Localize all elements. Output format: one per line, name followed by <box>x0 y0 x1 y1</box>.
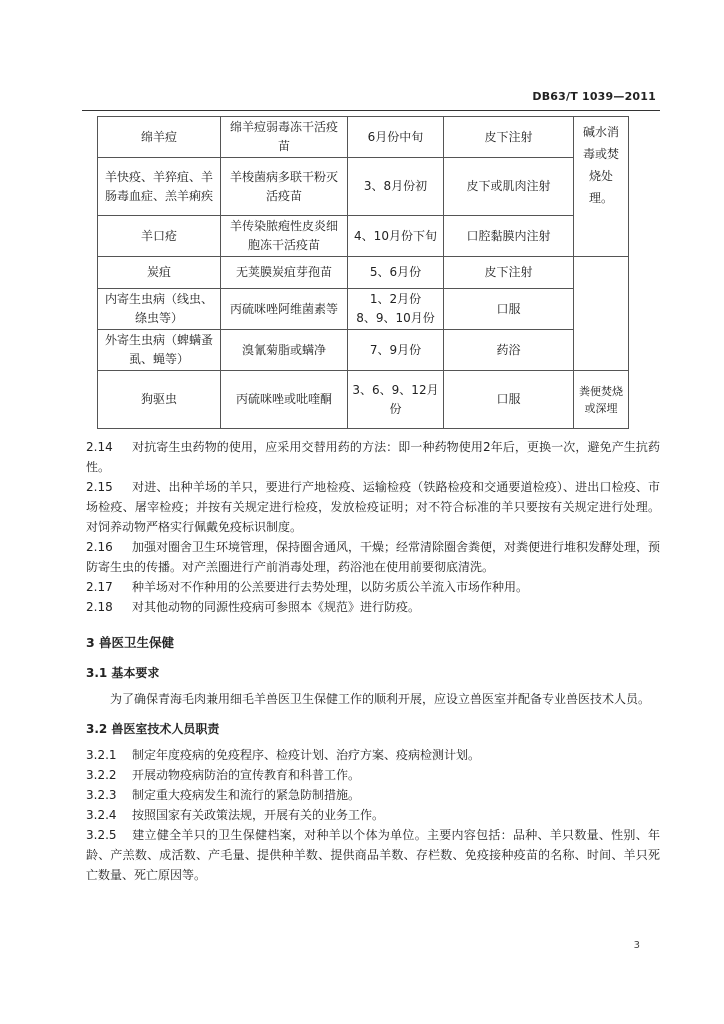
vaccine-cell: 丙硫咪唑阿维菌素等 <box>221 289 348 330</box>
table-row <box>98 330 629 371</box>
paragraph-3-2-1 <box>86 745 660 765</box>
table-row <box>98 257 629 289</box>
vaccine-cell: 羊梭菌病多联干粉灭活疫苗 <box>221 158 348 216</box>
clause-text: 对进、出种羊场的羊只，要进行产地检疫、运输检疫（铁路检疫和交通要道检疫）、进出口检疫、市场检疫、屠宰检疫；并按有关规定进行检疫，发放检疫证明；对不符合标准的羊只要按有关规定进行处理。对饲养动物严格实行佩戴免疫标识制度。 <box>86 480 660 534</box>
standard-code: DB63/T 1039—2011 <box>532 90 656 103</box>
paragraph-2-14 <box>86 437 660 477</box>
clause-text: 制定重大疫病发生和流行的紧急防制措施。 <box>132 788 361 802</box>
time-cell: 6月份中旬 <box>348 117 444 158</box>
method-cell: 口腔黏膜内注射 <box>444 216 574 257</box>
method-cell: 口服 <box>444 371 574 429</box>
body-text <box>86 437 660 885</box>
clause-text: 对其他动物的同源性疫病可参照本《规范》进行防疫。 <box>132 600 421 614</box>
vaccine-cell: 无荚膜炭疽芽孢苗 <box>221 257 348 289</box>
clause-text: 开展动物疫病防治的宣传教育和科普工作。 <box>132 768 361 782</box>
note-cell: 碱水消毒或焚烧处理。 <box>574 117 629 257</box>
method-cell: 皮下注射 <box>444 117 574 158</box>
table-row <box>98 289 629 330</box>
section-3-1-heading: 3.1 基本要求 <box>86 666 160 680</box>
paragraph-2-16 <box>86 537 660 577</box>
clause-number: 2.16 <box>86 540 113 554</box>
table-row <box>98 371 629 429</box>
section-3-heading: 3 兽医卫生保健 <box>86 635 175 650</box>
time-cell: 5、6月份 <box>348 257 444 289</box>
time-cell: 3、6、9、12月份 <box>348 371 444 429</box>
time-cell: 1、2月份 8、9、10月份 <box>348 289 444 330</box>
paragraph-2-17 <box>86 577 660 597</box>
clause-number: 3.2.2 <box>86 768 117 782</box>
note-cell: 粪便焚烧或深埋 <box>574 371 629 429</box>
method-cell: 皮下或肌肉注射 <box>444 158 574 216</box>
vaccine-cell: 绵羊痘弱毒冻干活疫苗 <box>221 117 348 158</box>
blank-note-cell <box>574 257 629 371</box>
clause-number: 3.2.1 <box>86 748 117 762</box>
disease-cell: 羊快疫、羊猝疽、羊肠毒血症、羔羊痢疾 <box>98 158 221 216</box>
section-3-2-heading: 3.2 兽医室技术人员职责 <box>86 722 220 736</box>
page-number: 3 <box>633 940 640 951</box>
header-rule <box>82 110 660 111</box>
clause-number: 2.17 <box>86 580 113 594</box>
time-cell: 4、10月份下旬 <box>348 216 444 257</box>
paragraph-3-2-3 <box>86 785 660 805</box>
paragraph-3-2-2 <box>86 765 660 785</box>
clause-number: 2.15 <box>86 480 113 494</box>
table-row <box>98 216 629 257</box>
table-row <box>98 117 629 158</box>
disease-cell: 绵羊痘 <box>98 117 221 158</box>
clause-text: 种羊场对不作种用的公羔要进行去势处理，以防劣质公羊流入市场作种用。 <box>132 580 529 594</box>
disease-cell: 外寄生虫病（蜱螨蚤虱、蝇等） <box>98 330 221 371</box>
method-cell: 药浴 <box>444 330 574 371</box>
table-row <box>98 158 629 216</box>
clause-number: 3.2.5 <box>86 828 117 842</box>
vaccine-cell: 溴氰菊脂或螨净 <box>221 330 348 371</box>
method-cell: 口服 <box>444 289 574 330</box>
paragraph-3-2-5 <box>86 825 660 885</box>
method-cell: 皮下注射 <box>444 257 574 289</box>
clause-text: 按照国家有关政策法规，开展有关的业务工作。 <box>132 808 385 822</box>
paragraph-3-2-4 <box>86 805 660 825</box>
clause-number: 3.2.3 <box>86 788 117 802</box>
paragraph-2-18 <box>86 597 660 617</box>
vaccine-cell: 丙硫咪唑或吡喹酮 <box>221 371 348 429</box>
clause-text: 建立健全羊只的卫生保健档案，对种羊以个体为单位。主要内容包括：品种、羊只数量、性别、年龄、产羔数、成活数、产毛量、提供种羊数、提供商品羊数、存栏数、免疫接种疫苗的名称、时间、羊只死亡数量、死亡原因等。 <box>86 828 660 882</box>
vaccine-cell: 羊传染脓疱性皮炎细胞冻干活疫苗 <box>221 216 348 257</box>
clause-text: 对抗寄生虫药物的使用，应采用交替用药的方法：即一种药物使用2年后，更换一次，避免产生抗药性。 <box>86 440 660 474</box>
disease-cell: 羊口疮 <box>98 216 221 257</box>
clause-number: 3.2.4 <box>86 808 117 822</box>
clause-text: 制定年度疫病的免疫程序、检疫计划、治疗方案、疫病检测计划。 <box>132 748 481 762</box>
time-cell: 3、8月份初 <box>348 158 444 216</box>
vaccination-table <box>97 116 629 429</box>
clause-number: 2.14 <box>86 440 113 454</box>
time-cell: 7、9月份 <box>348 330 444 371</box>
clause-text: 加强对圈舍卫生环境管理，保持圈舍通风，干燥；经常清除圈舍粪便，对粪便进行堆积发酵处理，预防寄生虫的传播。对产羔圈进行产前消毒处理，药浴池在使用前要彻底清洗。 <box>86 540 661 574</box>
section-3-1-text: 为了确保青海毛肉兼用细毛羊兽医卫生保健工作的顺利开展，应设立兽医室并配备专业兽医技术人员。 <box>110 692 651 706</box>
disease-cell: 狗驱虫 <box>98 371 221 429</box>
paragraph-2-15 <box>86 477 660 537</box>
disease-cell: 炭疽 <box>98 257 221 289</box>
clause-number: 2.18 <box>86 600 113 614</box>
disease-cell: 内寄生虫病（线虫、绦虫等） <box>98 289 221 330</box>
